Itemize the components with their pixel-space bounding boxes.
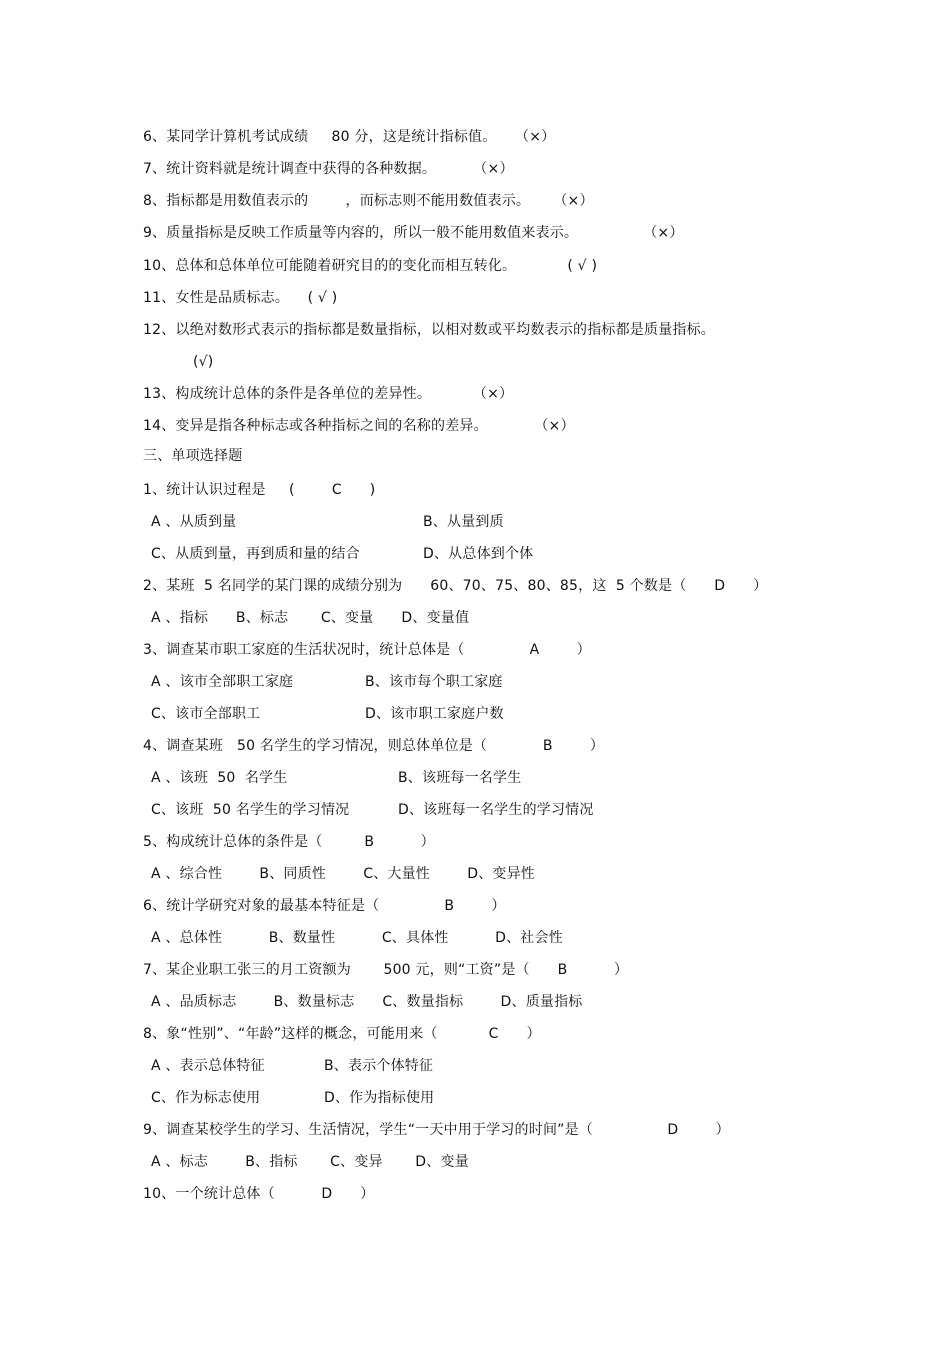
mc-question-9: 9、调查某校学生的学习、生活情况，学生“一天中用于学习的时间”是（ D ） bbox=[143, 1122, 730, 1138]
mc-option-d: D、从总体到个体 bbox=[423, 546, 534, 562]
section-title: 三、单项选择题 bbox=[143, 448, 243, 464]
tf-item-6: 6、某同学计算机考试成绩 80 分，这是统计指标值。 （×） bbox=[143, 129, 556, 145]
mc-question-6: 6、统计学研究对象的最基本特征是（ B ） bbox=[143, 898, 506, 914]
mc-question-5: 5、构成统计总体的条件是（ B ） bbox=[143, 834, 435, 850]
mc-question-1: 1、统计认识过程是 ( C ) bbox=[143, 482, 376, 498]
mc-question-7: 7、某企业职工张三的月工资额为 500 元，则“工资”是（ B ） bbox=[143, 962, 629, 978]
mc-option-c: C、该班 50 名学生的学习情况 bbox=[151, 802, 350, 818]
mc-option-d: D、该班每一名学生的学习情况 bbox=[398, 802, 594, 818]
mc-options: A 、品质标志 B、数量标志 C、数量指标 D、质量指标 bbox=[151, 994, 583, 1010]
tf-item-12-answer: (√) bbox=[193, 354, 214, 370]
mc-option-c: C、该市全部职工 bbox=[151, 706, 261, 722]
tf-item-13: 13、构成统计总体的条件是各单位的差异性。 （×） bbox=[143, 386, 514, 402]
mc-option-b: B、该班每一名学生 bbox=[398, 770, 522, 786]
mc-question-3: 3、调查某市职工家庭的生活状况时，统计总体是（ A ） bbox=[143, 642, 591, 658]
mc-options: A 、综合性 B、同质性 C、大量性 D、变异性 bbox=[151, 866, 535, 882]
mc-question-2: 2、某班 5 名同学的某门课的成绩分别为 60、70、75、80、85，这 5 个数是（ D ） bbox=[143, 578, 768, 594]
mc-question-10: 10、一个统计总体（ D ） bbox=[143, 1186, 375, 1202]
tf-item-10: 10、总体和总体单位可能随着研究目的的变化而相互转化。 ( √ ) bbox=[143, 258, 598, 274]
mc-question-8: 8、象“性别”、“年龄”这样的概念，可能用来（ C ） bbox=[143, 1026, 541, 1042]
mc-option-a: A 、从质到量 bbox=[151, 514, 237, 530]
mc-options: A 、总体性 B、数量性 C、具体性 D、社会性 bbox=[151, 930, 563, 946]
mc-option-a: A 、该市全部职工家庭 bbox=[151, 674, 294, 690]
mc-option-d: D、作为指标使用 bbox=[324, 1090, 435, 1106]
mc-option-c: C、从质到量，再到质和量的结合 bbox=[151, 546, 360, 562]
mc-option-a: A 、该班 50 名学生 bbox=[151, 770, 288, 786]
tf-item-7: 7、统计资料就是统计调查中获得的各种数据。 （×） bbox=[143, 161, 514, 177]
tf-item-11: 11、女性是品质标志。 ( √ ) bbox=[143, 290, 338, 306]
mc-option-b: B、从量到质 bbox=[423, 514, 504, 530]
tf-item-14: 14、变异是指各种标志或各种指标之间的名称的差异。 （×） bbox=[143, 418, 575, 434]
mc-options: A 、指标 B、标志 C、变量 D、变量值 bbox=[151, 610, 470, 626]
tf-item-8: 8、指标都是用数值表示的 ，而标志则不能用数值表示。 （×） bbox=[143, 193, 594, 209]
mc-option-b: B、该市每个职工家庭 bbox=[365, 674, 503, 690]
mc-option-b: B、表示个体特征 bbox=[324, 1058, 434, 1074]
mc-options: A 、标志 B、指标 C、变异 D、变量 bbox=[151, 1154, 469, 1170]
mc-question-4: 4、调查某班 50 名学生的学习情况，则总体单位是（ B ） bbox=[143, 738, 605, 754]
mc-option-a: A 、表示总体特征 bbox=[151, 1058, 265, 1074]
mc-option-d: D、该市职工家庭户数 bbox=[365, 706, 504, 722]
mc-option-c: C、作为标志使用 bbox=[151, 1090, 261, 1106]
tf-item-9: 9、质量指标是反映工作质量等内容的，所以一般不能用数值来表示。 （×） bbox=[143, 225, 684, 241]
tf-item-12: 12、以绝对数形式表示的指标都是数量指标，以相对数或平均数表示的指标都是质量指标。 bbox=[143, 322, 716, 338]
